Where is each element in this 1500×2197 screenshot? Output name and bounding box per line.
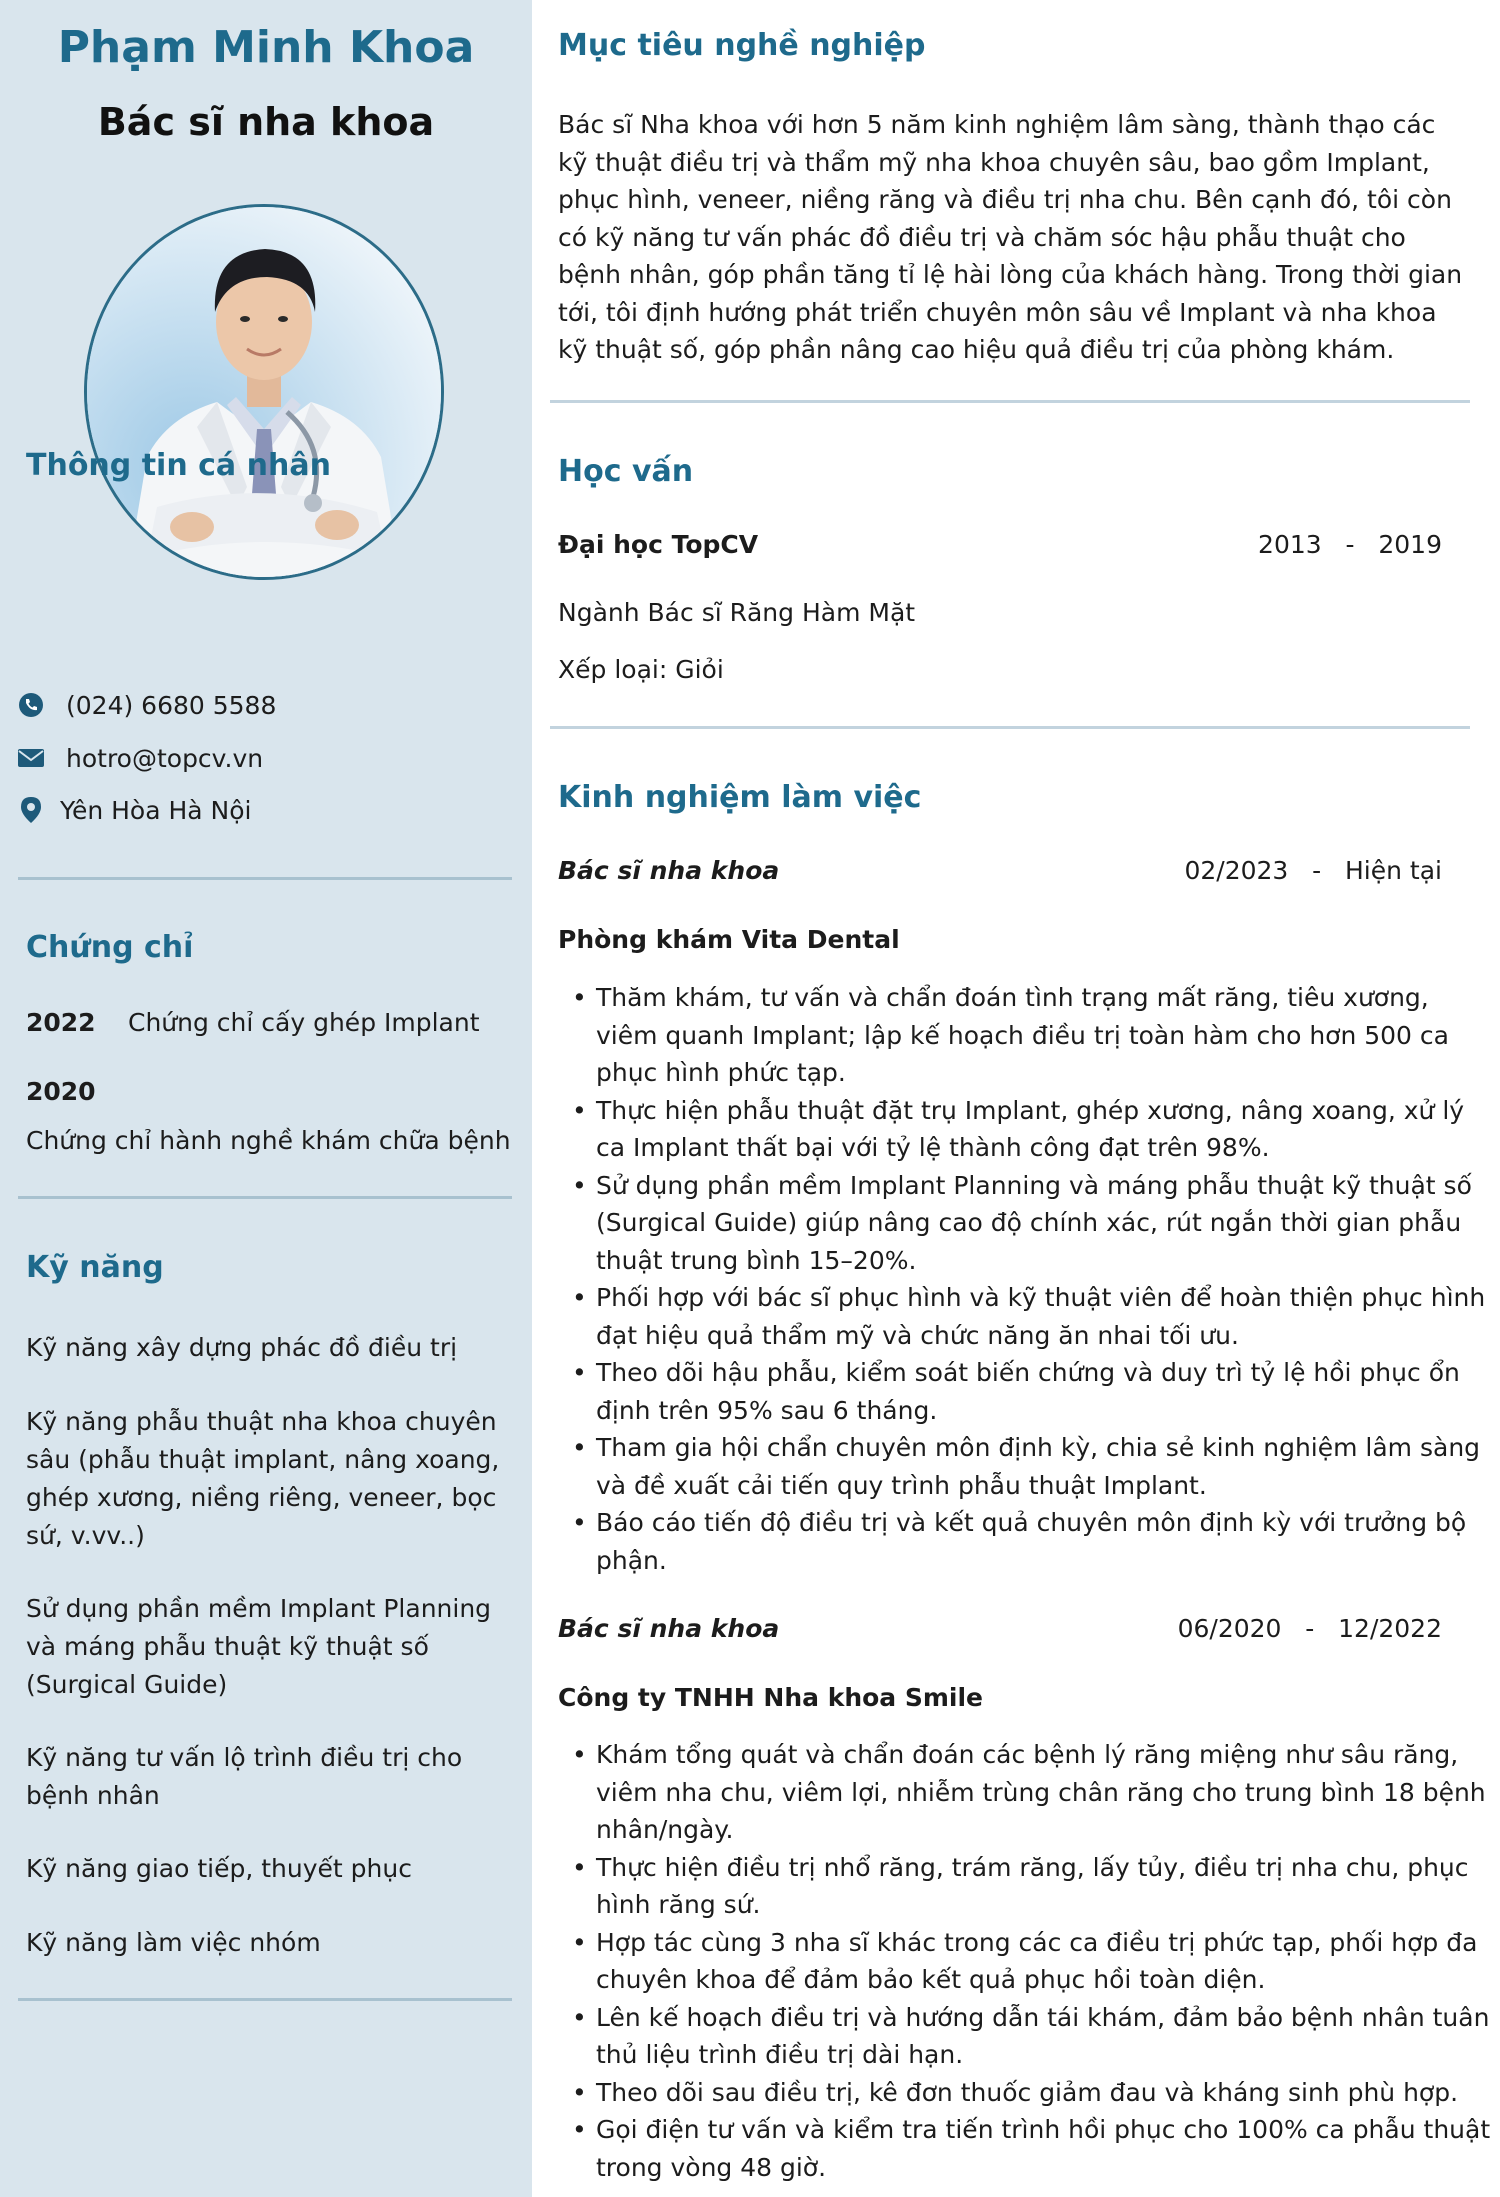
education-heading: Học vấn [558, 454, 694, 489]
list-item: • Tham gia hội chẩn chuyên môn định kỳ, chia sẻ kinh nghiệm lâm sàng và đề xuất cải tiến quy trình phẫu thuật Implant. [558, 1429, 1498, 1504]
sidebar-divider [18, 877, 512, 880]
sidebar [0, 0, 532, 2197]
avatar [84, 204, 444, 580]
job-bullets [558, 1736, 1498, 2186]
contact-phone [16, 690, 276, 720]
skill-item: Kỹ năng phẫu thuật nha khoa chuyên sâu (phẫu thuật implant, nâng xoang, ghép xương, niềng riêng, veneer, bọc sứ, v.vv..) [26, 1407, 500, 1550]
contact-address [16, 795, 252, 825]
list-item: • Lên kế hoạch điều trị và hướng dẫn tái khám, đảm bảo bệnh nhân tuân thủ liệu trình điều trị dài hạn. [558, 1999, 1498, 2074]
certificates-heading: Chứng chỉ [26, 930, 194, 965]
education-period: 2013 - 2019 [1258, 530, 1442, 559]
section-divider [550, 726, 1470, 729]
list-item: • Theo dõi sau điều trị, kê đơn thuốc giảm đau và kháng sinh phù hợp. [558, 2074, 1498, 2112]
main-content [532, 0, 1500, 2197]
list-item: • Gọi điện tư vấn và kiểm tra tiến trình hồi phục cho 100% ca phẫu thuật trong vòng 48 giờ. [558, 2111, 1498, 2186]
list-item: • Hợp tác cùng 3 nha sĩ khác trong các ca điều trị phức tạp, phối hợp đa chuyên khoa để đảm bảo kết quả phục hồi toàn diện. [558, 1924, 1498, 1999]
job-period: 02/2023 - Hiện tại [1184, 856, 1442, 885]
certificate-year: 2022 [26, 1008, 96, 1037]
certificate-name: Chứng chỉ hành nghề khám chữa bệnh [26, 1126, 511, 1155]
skill-item: Sử dụng phần mềm Implant Planning và máng phẫu thuật kỹ thuật số (Surgical Guide) [26, 1594, 492, 1699]
list-item: • Sử dụng phần mềm Implant Planning và máng phẫu thuật kỹ thuật số (Surgical Guide) giúp nâng cao độ chính xác, rút ngắn thời gian phẫu thuật trung bình 15–20%. [558, 1167, 1498, 1280]
list-item: • Phối hợp với bác sĩ phục hình và kỹ thuật viên để hoàn thiện phục hình đạt hiệu quả thẩm mỹ và chức năng ăn nhai tối ưu. [558, 1279, 1498, 1354]
job-bullets [558, 979, 1498, 1579]
skill-item: Kỹ năng giao tiếp, thuyết phục [26, 1854, 412, 1883]
personal-info-heading: Thông tin cá nhân [26, 448, 331, 483]
job-company: Công ty TNHH Nha khoa Smile [558, 1683, 984, 1712]
section-divider [550, 400, 1470, 403]
address-text: Yên Hòa Hà Nội [60, 795, 252, 825]
job-period: 06/2020 - 12/2022 [1177, 1614, 1442, 1643]
mail-icon [16, 743, 46, 773]
phone-icon [16, 690, 46, 720]
objective-heading: Mục tiêu nghề nghiệp [558, 28, 926, 63]
sidebar-divider [18, 1196, 512, 1199]
education-major: Ngành Bác sĩ Răng Hàm Mặt [558, 598, 916, 627]
objective-text: Bác sĩ Nha khoa với hơn 5 năm kinh nghiệm lâm sàng, thành thạo các kỹ thuật điều trị và thẩm mỹ nha khoa chuyên sâu, bao gồm Implant, phục hình, veneer, niềng răng và điều trị nha chu. Bên cạnh đó, tôi còn có kỹ năng tư vấn phác đồ điều trị và chăm sóc hậu phẫu thuật cho bệnh nhân, góp phần tăng tỉ lệ hài lòng của khách hàng. Trong thời gian tới, tôi định hướng phát triển chuyên môn sâu về Implant và nha khoa kỹ thuật số, góp phần nâng cao hiệu quả điều trị của phòng khám. [558, 110, 1463, 364]
list-item: • Thực hiện điều trị nhổ răng, trám răng, lấy tủy, điều trị nha chu, phục hình răng sứ. [558, 1849, 1498, 1924]
job-role: Bác sĩ nha khoa [558, 1614, 780, 1643]
email-text: hotro@topcv.vn [66, 743, 264, 773]
list-item: • Thực hiện phẫu thuật đặt trụ Implant, ghép xương, nâng xoang, xử lý ca Implant thất bại với tỷ lệ thành công đạt trên 98%. [558, 1092, 1498, 1167]
certificate-name: Chứng chỉ cấy ghép Implant [128, 1008, 480, 1037]
candidate-name: Phạm Minh Khoa [57, 22, 475, 73]
candidate-title: Bác sĩ nha khoa [97, 100, 435, 144]
experience-heading: Kinh nghiệm làm việc [558, 780, 922, 815]
list-item: • Thăm khám, tư vấn và chẩn đoán tình trạng mất răng, tiêu xương, viêm quanh Implant; lập kế hoạch điều trị toàn hàm cho hơn 500 ca phục hình phức tạp. [558, 979, 1498, 1092]
list-item: • Khám tổng quát và chẩn đoán các bệnh lý răng miệng như sâu răng, viêm nha chu, viêm lợi, nhiễm trùng chân răng cho trung bình 18 bệnh nhân/ngày. [558, 1736, 1498, 1849]
contact-email [16, 743, 263, 773]
skills-heading: Kỹ năng [26, 1250, 164, 1285]
skill-item: Kỹ năng xây dựng phác đồ điều trị [26, 1333, 458, 1362]
list-item: • Báo cáo tiến độ điều trị và kết quả chuyên môn định kỳ với trưởng bộ phận. [558, 1504, 1498, 1579]
job-company: Phòng khám Vita Dental [558, 925, 900, 954]
job-role: Bác sĩ nha khoa [558, 856, 780, 885]
skill-item: Kỹ năng làm việc nhóm [26, 1928, 321, 1957]
location-pin-icon [16, 795, 46, 825]
education-school: Đại học TopCV [558, 530, 759, 559]
doctor-portrait-icon [87, 207, 441, 577]
sidebar-divider [18, 1998, 512, 2001]
list-item: • Theo dõi hậu phẫu, kiểm soát biến chứng và duy trì tỷ lệ hồi phục ổn định trên 95% sau 6 tháng. [558, 1354, 1498, 1429]
phone-text: (024) 6680 5588 [66, 690, 277, 720]
skill-item: Kỹ năng tư vấn lộ trình điều trị cho bệnh nhân [26, 1743, 463, 1810]
education-grade: Xếp loại: Giỏi [558, 655, 724, 684]
certificate-year: 2020 [26, 1077, 96, 1106]
